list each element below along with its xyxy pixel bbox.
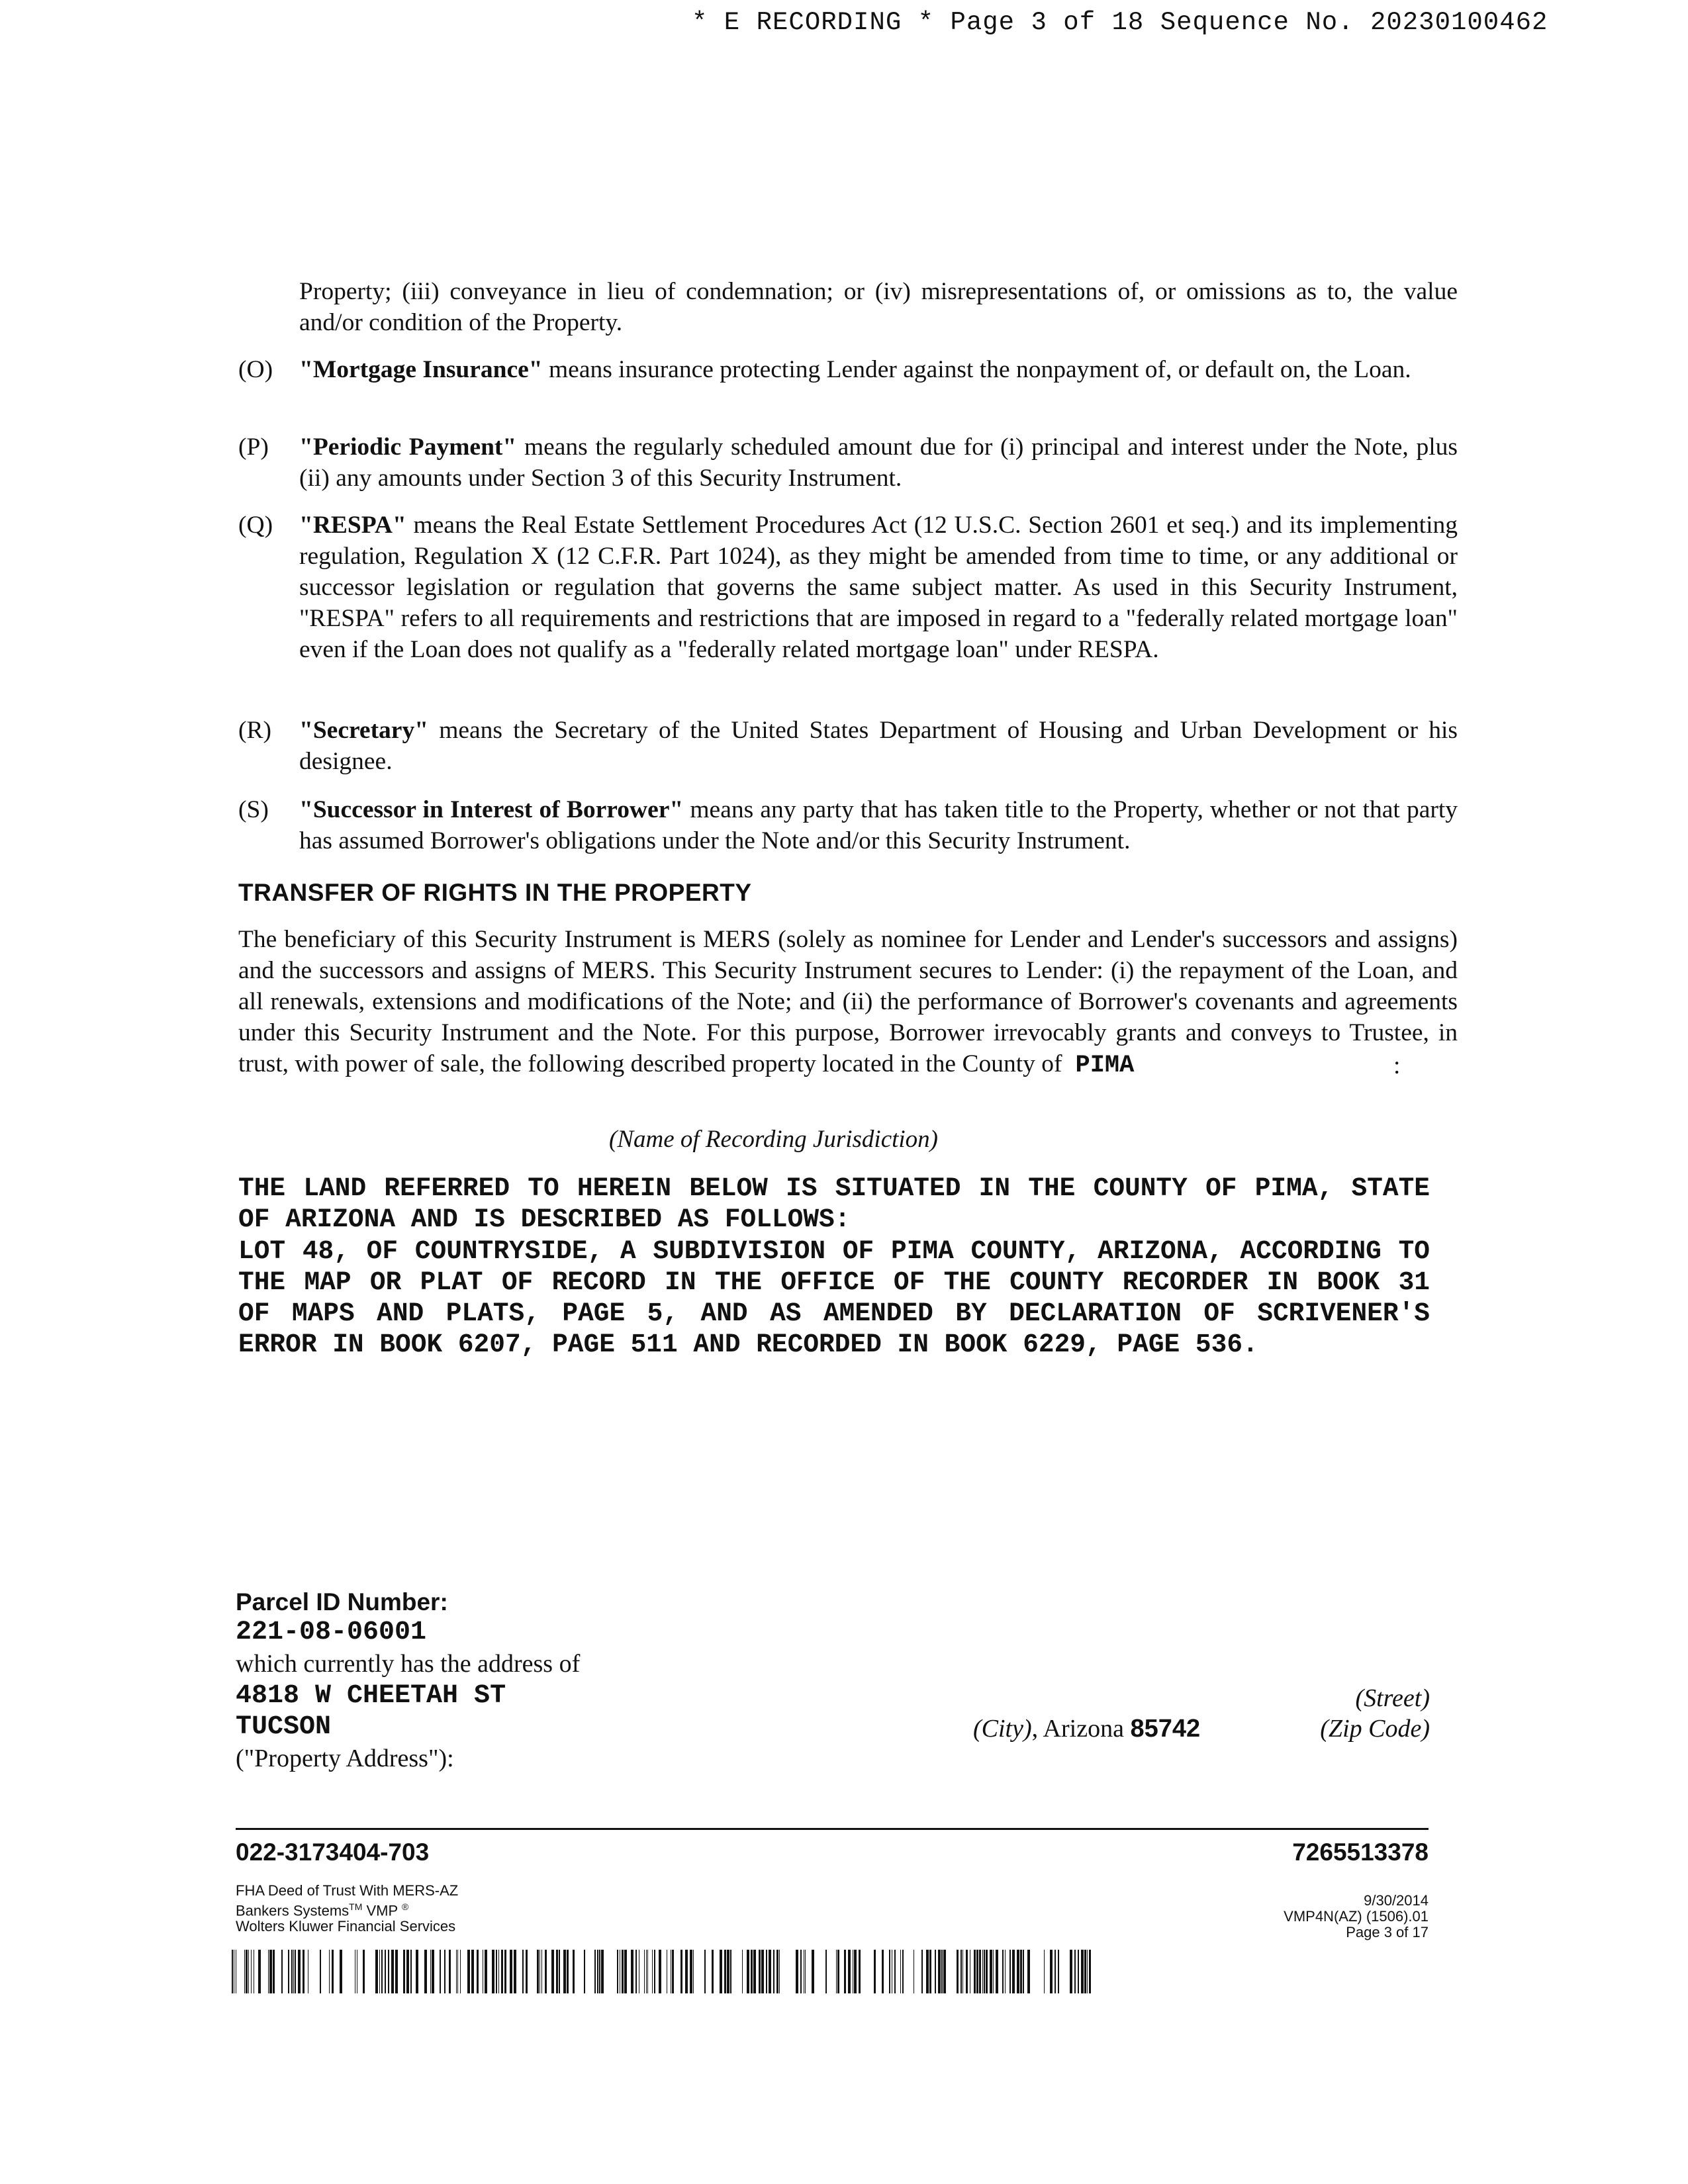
form-title: FHA Deed of Trust With MERS-AZ <box>236 1882 459 1899</box>
barcode-bar <box>273 1950 275 1993</box>
barcode-bar <box>644 1950 645 1993</box>
barcode-bar <box>258 1950 261 1993</box>
barcode-bar <box>584 1950 585 1993</box>
barcode-bar <box>773 1950 774 1993</box>
jurisdiction-label: (Name of Recording Jurisdiction) <box>609 1126 939 1153</box>
barcode-bar <box>288 1950 289 1993</box>
barcode-bar <box>680 1950 682 1993</box>
zip-value: 85742 <box>1130 1715 1201 1743</box>
barcode-bar <box>556 1950 558 1993</box>
barcode-bar <box>805 1950 806 1993</box>
barcode-bar <box>232 1950 233 1993</box>
barcode-bar <box>477 1950 479 1993</box>
barcode-bar <box>929 1950 931 1993</box>
barcode-bar <box>457 1950 458 1993</box>
barcode-bar <box>601 1950 604 1993</box>
barcode-bar <box>693 1950 694 1993</box>
form-code: VMP4N(AZ) (1506).01 <box>1284 1908 1429 1925</box>
barcode-bar <box>854 1950 857 1993</box>
barcode-bar <box>1005 1950 1006 1993</box>
barcode-bar <box>295 1950 296 1993</box>
barcode-bar <box>594 1950 596 1993</box>
barcode-bar <box>742 1950 743 1993</box>
barcode-bar <box>432 1950 434 1993</box>
barcode-bar <box>921 1950 923 1993</box>
definition-term: "Mortgage Insurance" <box>299 356 543 383</box>
barcode-bar <box>617 1950 618 1993</box>
barcode-bar <box>654 1950 655 1993</box>
barcode-bar <box>984 1950 985 1993</box>
form-meta <box>1192 1893 1429 1940</box>
barcode-bar <box>563 1950 566 1993</box>
barcode-bar <box>1081 1950 1084 1993</box>
barcode-bar <box>444 1950 445 1993</box>
definition-text: means any party that has taken title to the Property, whether or not that party has assumed Borrower's obligations under the Note and/or this Security Instrument. <box>299 796 1458 854</box>
barcode-bar <box>874 1950 876 1993</box>
definition-term: "Successor in Interest of Borrower" <box>299 796 684 823</box>
barcode-bar <box>340 1950 342 1993</box>
barcode-bar <box>730 1950 731 1993</box>
definition-text: means the Secretary of the United States Department of Housing and Urban Development or his designee. <box>299 717 1458 775</box>
barcode-bar <box>403 1950 405 1993</box>
barcode-bar <box>990 1950 992 1993</box>
barcode-bar <box>902 1950 904 1993</box>
barcode-bar <box>672 1950 674 1993</box>
barcode-bar <box>1074 1950 1076 1993</box>
street-label: (Street) <box>1355 1684 1430 1712</box>
barcode-bar <box>320 1950 321 1993</box>
address-intro: which currently has the address of <box>236 1650 581 1678</box>
barcode-bar <box>957 1950 959 1993</box>
barcode-bar <box>541 1950 542 1993</box>
state-text: , Arizona <box>1031 1715 1131 1743</box>
barcode-bar <box>1089 1950 1091 1993</box>
barcode-bar <box>501 1950 503 1993</box>
barcode-bar <box>539 1950 540 1993</box>
barcode-bar <box>551 1950 554 1993</box>
transfer-paragraph <box>238 924 1458 1081</box>
barcode-bar <box>779 1950 780 1993</box>
barcode-bar <box>1020 1950 1022 1993</box>
barcode-bar <box>1058 1950 1059 1993</box>
definition-term: "Secretary" <box>299 717 429 744</box>
barcode-bar <box>545 1950 547 1993</box>
definition-text: means the regularly scheduled amount due for (i) principal and interest under the Note, plus (ii) any amounts under Section 3 of this Security Instrument. <box>299 433 1458 492</box>
barcode-bar <box>329 1950 330 1993</box>
barcode-bar <box>943 1950 946 1993</box>
barcode-bar <box>926 1950 929 1993</box>
barcode-bar <box>759 1950 761 1993</box>
form-page: Page 3 of 17 <box>1346 1924 1429 1940</box>
footer-rule <box>236 1828 1429 1830</box>
barcode-bar <box>298 1950 301 1993</box>
barcode-bar <box>859 1950 861 1993</box>
definition-r <box>238 715 1458 777</box>
barcode-bar <box>996 1950 998 1993</box>
barcode-bar <box>986 1950 988 1993</box>
form-date: 9/30/2014 <box>1364 1892 1429 1909</box>
barcode-bar <box>1055 1950 1056 1993</box>
barcode-bar <box>800 1950 802 1993</box>
barcode-bar <box>406 1950 409 1993</box>
recording-header: * E RECORDING * Page 3 of 18 Sequence No. 20230100462 <box>692 8 1548 37</box>
parcel-id-number: 221-08-06001 <box>236 1617 427 1647</box>
definition-p <box>238 432 1458 494</box>
barcode-bar <box>456 1950 457 1993</box>
barcode-bar <box>941 1950 943 1993</box>
barcode-bar <box>659 1950 661 1993</box>
definition-term: "Periodic Payment" <box>299 433 517 461</box>
barcode-bar <box>514 1950 516 1993</box>
barcode-bar <box>889 1950 890 1993</box>
barcode-bar <box>381 1950 383 1993</box>
barcode-bar <box>837 1950 839 1993</box>
barcode-bar <box>599 1950 600 1993</box>
barcode-bar <box>281 1950 283 1993</box>
barcode-bar <box>248 1950 249 1993</box>
barcode-bar <box>647 1950 648 1993</box>
barcode-bar <box>416 1950 418 1993</box>
section-title: TRANSFER OF RIGHTS IN THE PROPERTY <box>238 879 752 906</box>
barcode-bar <box>268 1950 269 1993</box>
definition-label: (S) <box>238 796 269 823</box>
barcode-bar <box>761 1950 764 1993</box>
barcode-bar <box>646 1950 647 1993</box>
barcode-bar <box>982 1950 983 1993</box>
barcode-bar <box>379 1950 380 1993</box>
barcode-bar <box>460 1950 461 1993</box>
barcode-bar <box>938 1950 941 1993</box>
barcode-bar <box>894 1950 896 1993</box>
barcode-bar <box>631 1950 633 1993</box>
definition-text: means the Real Estate Settlement Procedures Act (12 U.S.C. Section 2601 et seq.) and its implementing regulation, Regulation X (12 C.F.R. Part 1024), as they might be amended from time to time, or any additional or successor legislation or regulation that governs the same subject matter. As used in this Security Instrument, "RESPA" refers to all requirements and restrictions that are imposed in regard to a "federally related mortgage loan" even if the Loan does not qualify as a "federally related mortgage loan" under RESPA. <box>299 512 1458 663</box>
barcode-bar <box>844 1950 846 1993</box>
barcode-bar <box>537 1950 539 1993</box>
property-address-label: ("Property Address"): <box>236 1745 454 1772</box>
legal-description: THE LAND REFERRED TO HEREIN BELOW IS SITUATED IN THE COUNTY OF PIMA, STATE OF ARIZONA AND IS DESCRIBED AS FOLLOWS: LOT 48, OF COUNTRYSIDE, A SUBDIVISION OF PIMA COUNTY, ARIZONA, ACCORDING TO THE MAP OR PLAT OF RECORD IN THE OFFICE OF THE COUNTY RECORDER IN BOOK 31 OF MAPS AND PLATS, PAGE 5, AND AS AMENDED BY DECLARATION OF SCRIVENER'S ERROR IN BOOK 6207, PAGE 511 AND RECORDED IN BOOK 6229, PAGE 536. <box>238 1173 1430 1360</box>
barcode-bar <box>976 1950 978 1993</box>
barcode-bar <box>471 1950 474 1993</box>
barcode-bar <box>962 1950 963 1993</box>
barcode-bar <box>624 1950 627 1993</box>
barcode-bar <box>690 1950 692 1993</box>
barcode-bar <box>1050 1950 1053 1993</box>
definition-q <box>238 510 1458 665</box>
barcode-bar <box>1078 1950 1079 1993</box>
form-company: Wolters Kluwer Financial Services <box>236 1918 456 1935</box>
barcode-bar <box>246 1950 248 1993</box>
barcode-bar <box>1017 1950 1019 1993</box>
barcode-bar <box>812 1950 814 1993</box>
barcode-bar <box>776 1950 778 1993</box>
barcode-bar <box>573 1950 575 1993</box>
definition-term: "RESPA" <box>299 512 406 539</box>
definition-label: (P) <box>238 433 269 461</box>
zip-label: (Zip Code) <box>1320 1715 1430 1743</box>
barcode-bar <box>567 1950 569 1993</box>
barcode-bar <box>961 1950 962 1993</box>
city-field: TUCSON <box>236 1712 332 1742</box>
barcode-bar <box>467 1950 470 1993</box>
barcode-bar <box>635 1950 637 1993</box>
loan-number: 022-3173404-703 <box>236 1839 430 1866</box>
barcode-bar <box>652 1950 653 1993</box>
barcode-bar <box>251 1950 252 1993</box>
barcode-bar <box>1027 1950 1030 1993</box>
barcode-bar <box>492 1950 494 1993</box>
barcode-bar <box>1009 1950 1011 1993</box>
barcode-bar <box>430 1950 431 1993</box>
barcode <box>232 1950 1092 1993</box>
barcode-bar <box>526 1950 528 1993</box>
colon: : <box>1393 1052 1401 1079</box>
barcode-bar <box>510 1950 512 1993</box>
barcode-bar <box>1087 1950 1088 1993</box>
barcode-bar <box>704 1950 706 1993</box>
city-state-zip <box>973 1714 1200 1743</box>
barcode-bar <box>498 1950 499 1993</box>
county-field: PIMA <box>1075 1052 1135 1079</box>
barcode-bar <box>388 1950 389 1993</box>
barcode-bar <box>882 1950 884 1993</box>
barcode-bar <box>440 1950 441 1993</box>
definition-label: (O) <box>238 356 273 383</box>
definition-o <box>238 354 1458 385</box>
city-label: (City) <box>973 1715 1032 1743</box>
barcode-bar <box>303 1950 305 1993</box>
street-address: 4818 W CHEETAH ST <box>236 1681 506 1711</box>
barcode-bar <box>900 1950 901 1993</box>
definition-label: (Q) <box>238 512 273 539</box>
form-publisher: Bankers Systems™ VMP ® <box>236 1901 409 1919</box>
barcode-bar <box>559 1950 560 1993</box>
barcode-bar <box>712 1950 714 1993</box>
definition-s <box>238 794 1458 856</box>
barcode-bar <box>395 1950 398 1993</box>
barcode-bar <box>385 1950 386 1993</box>
continuation-text: Property; (iii) conveyance in lieu of condemnation; or (iv) misrepresentations of, or omissions as to, the value and/or condition of the Property. <box>299 278 1458 336</box>
barcode-bar <box>751 1950 753 1993</box>
barcode-bar <box>753 1950 756 1993</box>
barcode-bar <box>449 1950 451 1993</box>
barcode-bar <box>769 1950 771 1993</box>
right-reference-number: 7265513378 <box>1292 1839 1429 1866</box>
barcode-bar <box>293 1950 294 1993</box>
barcode-bar <box>848 1950 851 1993</box>
barcode-bar <box>1070 1950 1072 1993</box>
parcel-id-label: Parcel ID Number: <box>236 1588 448 1615</box>
barcode-bar <box>496 1950 497 1993</box>
barcode-bar <box>597 1950 598 1993</box>
barcode-bar <box>966 1950 968 1993</box>
barcode-bar <box>979 1950 981 1993</box>
barcode-bar <box>522 1950 524 1993</box>
barcode-bar <box>720 1950 722 1993</box>
barcode-bar <box>825 1950 827 1993</box>
barcode-bar <box>485 1950 487 1993</box>
definition-label: (R) <box>238 717 271 744</box>
barcode-bar <box>796 1950 798 1993</box>
transfer-text: The beneficiary of this Security Instrument is MERS (solely as nominee for Lender and Lender's successors and assigns) and the successors and assigns of MERS. This Security Instrument secures to Lender: (i) the repayment of the Loan, and all renewals, extensions and modifications of the Note; and (ii) the performance of Borrower's covenants and agreements under this Security Instrument and the Note. For this purpose, Borrower irrevocably grants and conveys to Trustee, in trust, with power of sale, the following described property located in the County of <box>238 926 1458 1077</box>
barcode-bar <box>1012 1950 1015 1993</box>
barcode-bar <box>974 1950 976 1993</box>
barcode-bar <box>1002 1950 1004 1993</box>
barcode-bar <box>291 1950 293 1993</box>
barcode-bar <box>1044 1950 1045 1993</box>
barcode-bar <box>836 1950 837 1993</box>
barcode-bar <box>727 1950 729 1993</box>
form-info <box>236 1883 458 1934</box>
barcode-bar <box>244 1950 245 1993</box>
barcode-bar <box>1023 1950 1024 1993</box>
barcode-bar <box>766 1950 767 1993</box>
barcode-bar <box>424 1950 427 1993</box>
barcode-bar <box>1084 1950 1086 1993</box>
barcode-bar <box>724 1950 726 1993</box>
barcode-bar <box>504 1950 506 1993</box>
barcode-bar <box>993 1950 994 1993</box>
barcode-bar <box>410 1950 412 1993</box>
barcode-bar <box>935 1950 936 1993</box>
barcode-bar <box>747 1950 749 1993</box>
barcode-bar <box>363 1950 365 1993</box>
barcode-bar <box>391 1950 394 1993</box>
barcode-bar <box>375 1950 378 1993</box>
barcode-bar <box>332 1950 334 1993</box>
barcode-bar <box>269 1950 272 1993</box>
barcode-bar <box>622 1950 624 1993</box>
barcode-bar <box>685 1950 688 1993</box>
definition-text: means insurance protecting Lender against the nonpayment of, or default on, the Loan. <box>542 356 1411 383</box>
